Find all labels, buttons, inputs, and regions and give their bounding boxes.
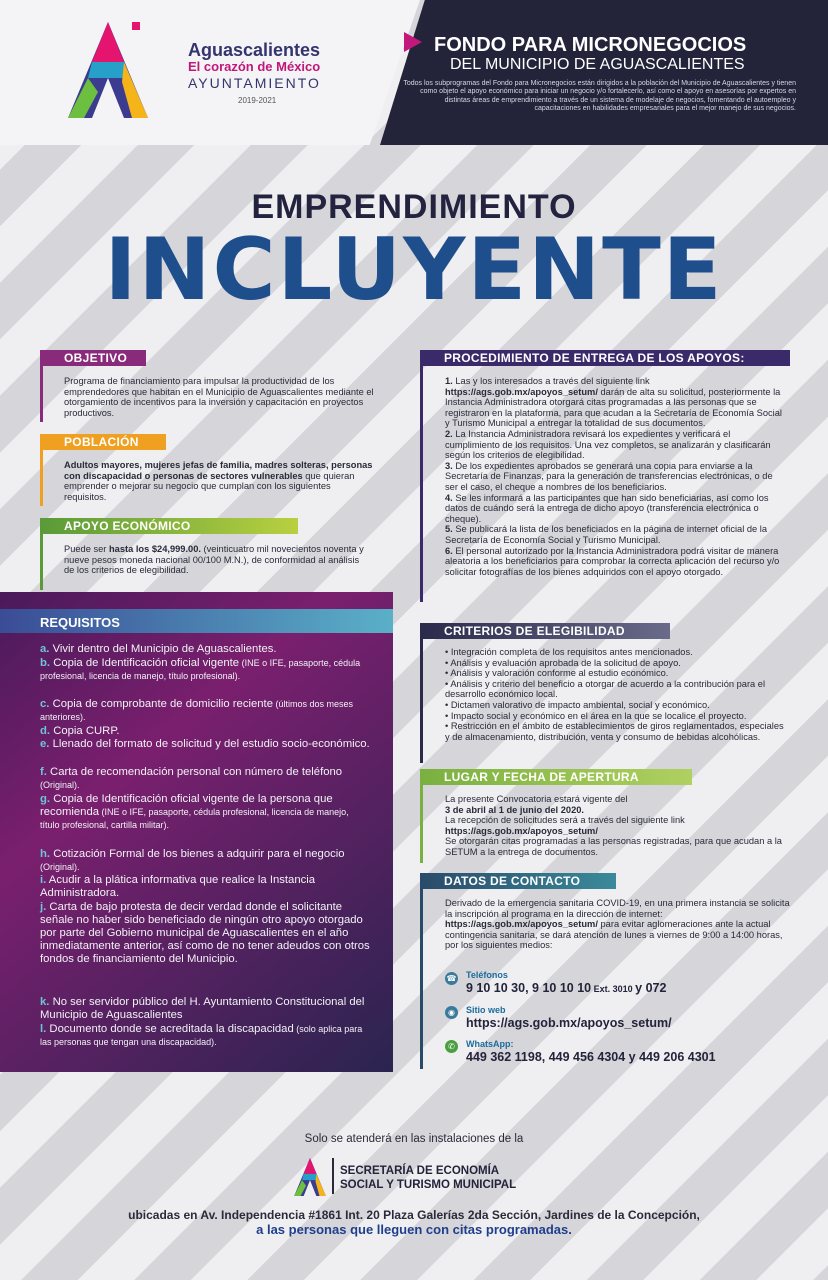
poblacion-heading: POBLACIÓN — [40, 434, 166, 450]
header-description: Todos los subprogramas del Fondo para Micronegocios están dirigidos a la población del Municipio de Aguascalientes y tienen como objeto el apoyo económico para iniciar un negocio y/o fortalecerlo, así como el apoyo en asesorías por expertos en distintas áreas de emprendimiento a través de un sistema de modelaje de negocios, fomentando el autoempleo y capacitaciones en habilidades empresariales para el mejor manejo de sus negocios. — [403, 80, 796, 113]
lugar-text — [445, 794, 785, 858]
apoyo-text — [64, 544, 364, 576]
phone-icon: ☎ — [446, 974, 457, 983]
web-label: Sitio web — [466, 1005, 506, 1015]
requisito-text: Copia de comprobante de domicilio reciente — [52, 698, 273, 710]
brand-name: Aguascalientes — [188, 40, 321, 60]
requisito-item — [40, 766, 370, 792]
requisito-letter: k. — [40, 996, 50, 1008]
requisitos-heading: REQUISITOS — [40, 615, 120, 630]
requisito-text: Copia de Identificación oficial vigente de la persona que recomienda — [40, 793, 333, 818]
procedimiento-heading: PROCEDIMIENTO DE ENTREGA DE LOS APOYOS: — [420, 350, 790, 366]
requisito-item — [40, 643, 370, 656]
requisito-text: No ser servidor público del H. Ayuntamiento Constitucional del Municipio de Aguascalientes — [40, 996, 365, 1021]
brand-slogan: El corazón de México — [188, 59, 321, 74]
requisito-item — [40, 793, 370, 832]
requisito-text: Carta de recomendación personal con número de teléfono — [50, 766, 343, 778]
contacto-text1: Derivado de la emergencia sanitaria COVID-19, en una primera instancia se solicita la inscripción al programa en la dirección de internet: — [445, 898, 790, 919]
requisito-note: (INE o IFE, pasaporte, cédula profesional, licencia de manejo, título profesional). — [40, 658, 361, 681]
requisito-text: Copia CURP. — [53, 725, 120, 737]
procedimiento-rest: (transferencia electrónica o cheque). — [445, 503, 759, 524]
requisito-letter: l. — [40, 1023, 47, 1035]
procedimiento-item — [445, 429, 785, 461]
phone-value[interactable] — [466, 981, 666, 995]
header-title: FONDO PARA MICRONEGOCIOS — [434, 34, 747, 56]
apoyo-amount: hasta los $24,999.00. — [108, 544, 201, 554]
requisito-letter: e. — [40, 738, 50, 750]
footer-secretaria1: SECRETARÍA DE ECONOMÍA — [340, 1165, 500, 1177]
lugar-link[interactable]: https://ags.gob.mx/apoyos_setum/ — [445, 825, 598, 836]
footer-address: ubicadas en Av. Independencia #1861 Int. 20 Plaza Galerías 2da Sección, Jardines de la Concepción, — [128, 1208, 700, 1222]
requisito-note: (Original). — [40, 862, 80, 872]
contacto-bar — [420, 889, 423, 1069]
poblacion-text — [64, 460, 374, 502]
lugar-heading: LUGAR Y FECHA DE APERTURA — [420, 769, 692, 785]
criterio-item: • Análisis y criterio del beneficio a otorgar de acuerdo a la contribución para el desarrollo económico local. — [445, 678, 766, 700]
procedimiento-item — [445, 546, 785, 578]
requisito-text: Documento donde se acreditada la discapacidad — [49, 1023, 294, 1035]
brand-years: 2019-2021 — [238, 96, 277, 105]
footer-closing: a las personas que lleguen con citas programadas. — [256, 1222, 572, 1237]
requisito-text: Vivir dentro del Municipio de Aguascalientes. — [52, 643, 277, 655]
criterio-item: • Integración completa de los requisitos antes mencionados. — [445, 647, 693, 657]
requisito-item — [40, 996, 370, 1022]
procedimiento-item — [445, 493, 785, 525]
contacto-text — [445, 898, 790, 951]
requisito-item — [40, 901, 370, 966]
aguascalientes-logo-icon — [68, 22, 148, 118]
globe-icon: ◉ — [445, 1006, 458, 1019]
requisito-text: Carta de bajo protesta de decir verdad donde el solicitante señale no haber sido beneficiado de ningún otro apoyo otorgado por parte del Gobierno municipal de Aguascalientes en el año inmediatamente anterior, así como de no tener adeudos con otros fondos de financiamiento del Municipio. — [40, 901, 370, 965]
criterios-heading: CRITERIOS DE ELEGIBILIDAD — [420, 623, 670, 639]
whatsapp-label: WhatsApp: — [466, 1039, 514, 1049]
procedimiento-item — [445, 524, 785, 545]
criterio-item: • Análisis y valoración conforme al estudio económico. — [445, 668, 669, 679]
contacto-text2: para evitar aglomeraciones ante la actual contingencia sanitaria, se dará atención de lunes a viernes de 9:00 a 14:00 horas, por los siguientes medios: — [445, 919, 783, 951]
contacto-link[interactable]: https://ags.gob.mx/apoyos_setum/ — [445, 919, 598, 930]
requisito-text: Llenado del formato de solicitud y del estudio socio-económico. — [52, 738, 370, 750]
requisito-text: Acudir a la plática informativa que realice la Instancia Administradora. — [40, 874, 316, 899]
contacto-heading: DATOS DE CONTACTO — [420, 873, 616, 889]
poblacion-bold: Adultos mayores, mujeres jefas de familia, madres solteras, personas con discapacidad o personas de sectores vulnerables — [64, 460, 373, 481]
procedimiento-text: Se les informará a las participantes que han sido beneficiarias, así como los datos de cuándo será la entrega de dicho apoyo — [445, 492, 769, 514]
requisito-text: Cotización Formal de los bienes a adquirir para el negocio — [53, 848, 345, 860]
lugar-line1: La presente Convocatoria estará vigente del — [445, 794, 628, 804]
requisito-letter: j. — [40, 901, 47, 913]
phone-tail: y 072 — [635, 981, 667, 995]
procedimiento-num: 2. — [445, 428, 453, 439]
footer-line1: Solo se atenderá en las instalaciones de la — [304, 1133, 524, 1145]
procedimiento-text: Las y los interesados a través del siguiente link — [455, 376, 650, 386]
requisito-letter: i. — [40, 874, 47, 886]
apoyo-bar — [40, 534, 43, 590]
poblacion-bar — [40, 450, 43, 506]
requisito-note: (solo aplica para las personas que tengan una discapacidad). — [40, 1024, 363, 1047]
phone-label: Teléfonos — [466, 970, 508, 980]
apoyo-rest: (veinticuatro mil novecientos noventa y nueve pesos moneda nacional 00/100 M.N.), de conformidad al análisis de los criterios de elegibilidad. — [64, 544, 364, 576]
criterios-list — [445, 647, 785, 742]
whatsapp-value[interactable]: 449 362 1198, 449 456 4304 y 449 206 4301 — [466, 1050, 716, 1064]
procedimiento-num: 5. — [445, 524, 453, 535]
requisito-letter: a. — [40, 643, 50, 655]
criterios-bar — [420, 639, 423, 763]
procedimiento-text: El personal autorizado por la Instancia Administradora podrá visitar de manera aleatoria a los beneficiarios para comprobar la correcta aplicación del recurso y/o solicitar fotografías de los bienes adquiridos con el apoyo otorgado. — [445, 545, 780, 577]
requisito-note: (INE o IFE, pasaporte, cédula profesional, licencia de manejo, título profesional, cartilla militar). — [40, 807, 349, 830]
requisito-letter: d. — [40, 725, 51, 737]
requisito-item — [40, 725, 370, 738]
procedimiento-bar — [420, 366, 423, 602]
requisito-item — [40, 698, 370, 724]
procedimiento-item — [445, 376, 785, 429]
objetivo-text: Programa de financiamiento para impulsar la productividad de los emprendedores que habitan en el Municipio de Aguascalientes mediante el otorgamiento de incentivos para la inversión y capacitación en proyectos productivos. — [64, 376, 374, 418]
requisito-letter: b. — [40, 657, 51, 669]
lugar-dates: 3 de abril al 1 de junio del 2020. — [445, 804, 584, 815]
procedimiento-num: 4. — [445, 492, 453, 503]
requisito-item — [40, 848, 370, 874]
footer-secretaria2: SOCIAL Y TURISMO MUNICIPAL — [340, 1179, 517, 1191]
title-incluyente: INCLUYENTE — [104, 220, 724, 320]
criterio-item: • Impacto social y económico en el área en la que se localice el proyecto. — [445, 710, 747, 721]
procedimiento-text: De los expedientes aprobados se generará una copia para enviarse a la Secretaría de Finanzas, para la generación de transferencias electrónicas, o de ser el caso, el cheque a nombres de los beneficiarios. — [445, 460, 773, 492]
procedimiento-list — [445, 376, 785, 577]
requisito-text: Copia de Identificación oficial vigente — [53, 657, 240, 669]
requisito-letter: g. — [40, 793, 51, 805]
apoyo-pre: Puede ser — [64, 544, 109, 554]
criterio-item: • Dictamen valorativo de impacto ambiental, social y económico. — [445, 699, 710, 710]
web-value[interactable]: https://ags.gob.mx/apoyos_setum/ — [466, 1016, 672, 1030]
procedimiento-link[interactable]: https://ags.gob.mx/apoyos_setum/ — [445, 386, 598, 397]
requisito-note: (últimos dos meses anteriores). — [40, 699, 354, 722]
lugar-line3: Se otorgarán citas programadas a las personas registradas, para que acudan a la SETUM a la entrega de documentos. — [445, 836, 782, 857]
procedimiento-item — [445, 461, 785, 493]
requisito-item — [40, 874, 370, 900]
criterio-item: • Análisis y evaluación aprobada de la solicitud de apoyo. — [445, 657, 681, 668]
header-subtitle: DEL MUNICIPIO DE AGUASCALIENTES — [450, 56, 745, 73]
brand-ayuntamiento: AYUNTAMIENTO — [188, 75, 321, 91]
requisito-item — [40, 738, 370, 751]
procedimiento-num: 6. — [445, 545, 453, 556]
title-emprendimiento: EMPRENDIMIENTO — [251, 188, 577, 226]
requisito-note: (Original). — [40, 780, 80, 790]
procedimiento-num: 3. — [445, 460, 453, 471]
lugar-line2: La recepción de solicitudes será a través del siguiente link — [445, 815, 685, 826]
procedimiento-text: La Instancia Administradora revisará los expedientes y verificará el cumplimiento de los requisitos. Una vez completos, se analizarán y clasificarán según los criterios de elegibilidad. — [445, 428, 771, 461]
requisito-letter: f. — [40, 766, 47, 778]
arrow-icon — [404, 32, 422, 52]
phone-numbers: 9 10 10 30, 9 10 10 10 — [466, 981, 592, 995]
requisito-item — [40, 1023, 370, 1049]
procedimiento-text: Se publicará la lista de los beneficiados en la página de internet oficial de la Secretaría de Economía Social y Turismo Municipal. — [445, 524, 768, 545]
objetivo-heading: OBJETIVO — [40, 350, 146, 366]
apoyo-heading: APOYO ECONÓMICO — [40, 518, 298, 534]
procedimiento-num: 1. — [445, 376, 453, 386]
objetivo-bar — [40, 366, 43, 422]
criterio-item: • Restricción en el ámbito de establecimientos de giros reglamentados, especiales y de almacenamiento, distribución, venta y consumo de bebidas alcohólicas. — [445, 721, 784, 742]
poblacion-rest: que quieran emprender o mejorar su negocio que cumplan con los siguientes requisitos. — [64, 470, 355, 502]
whatsapp-icon: ✆ — [445, 1040, 458, 1053]
footer-divider — [332, 1158, 334, 1194]
requisito-item — [40, 657, 370, 683]
lugar-bar — [420, 785, 423, 863]
requisito-letter: c. — [40, 698, 50, 710]
secretaria-logo-icon — [294, 1158, 326, 1196]
requisito-letter: h. — [40, 848, 51, 860]
phone-ext: Ext. 3010 — [591, 984, 636, 994]
procedimiento-rest: darán de alta su solicitud, posteriormente la Instancia Administradora otorgará citas programadas a las personas que se registraron en la plataforma, para que acudan a la Secretaría de Economía Social y Turismo Municipal a entregar la totalidad de sus documentos. — [445, 386, 782, 429]
